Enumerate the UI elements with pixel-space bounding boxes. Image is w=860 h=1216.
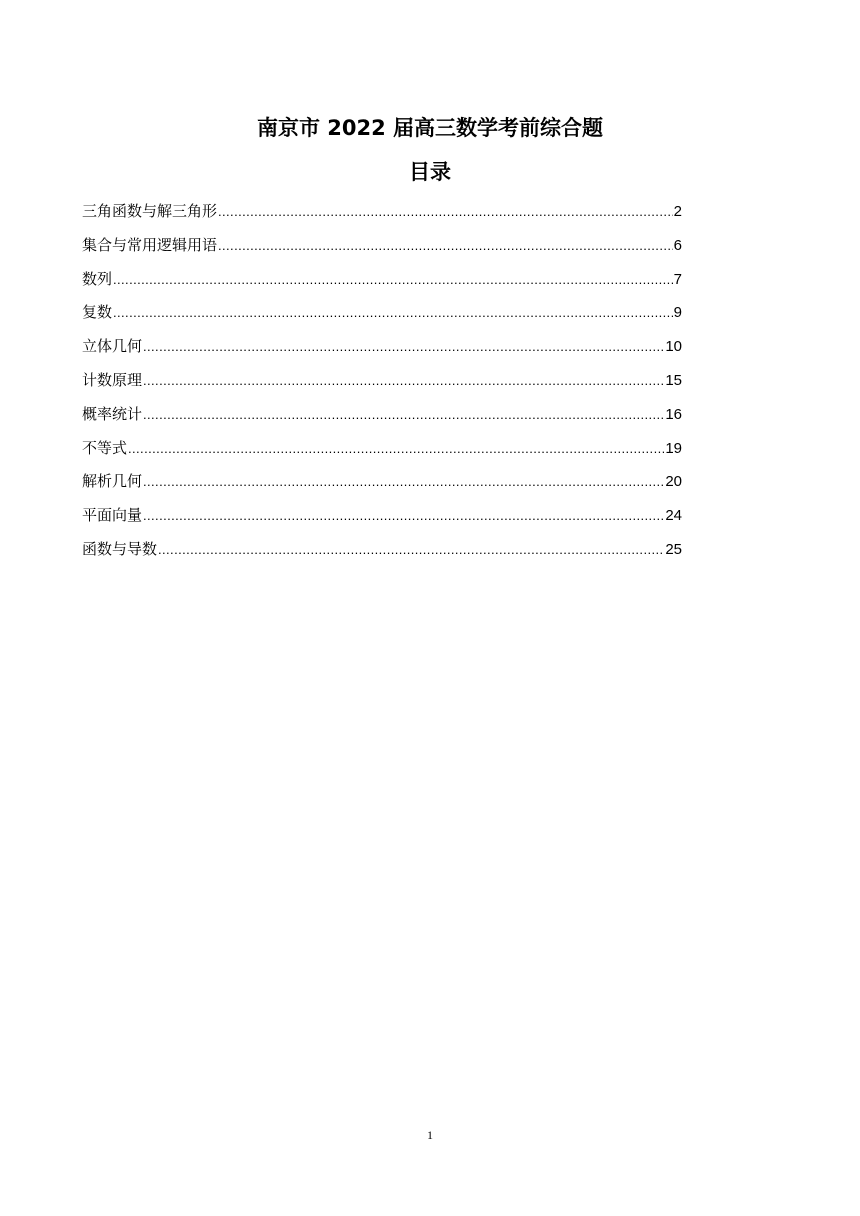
toc-entry-label: 概率统计 — [82, 404, 143, 423]
toc-entry-page: 25 — [665, 540, 682, 558]
toc-entry[interactable] — [82, 299, 682, 333]
toc-entry-page: 9 — [673, 304, 682, 322]
toc-entry-label: 立体几何 — [82, 337, 143, 356]
toc-entry-label: 三角函数与解三角形 — [82, 202, 218, 220]
toc-entry[interactable] — [82, 468, 682, 502]
toc-entry-page: 2 — [673, 203, 682, 220]
toc-dot-leader — [143, 401, 664, 428]
toc-dot-leader — [143, 502, 664, 529]
toc-entry[interactable] — [82, 502, 682, 536]
toc-dot-leader — [218, 198, 673, 225]
toc-entry-page: 15 — [665, 371, 682, 389]
toc-entry[interactable] — [82, 536, 682, 570]
toc-entry[interactable] — [82, 198, 682, 232]
toc-entry-page: 24 — [665, 507, 682, 525]
toc-entry-page: 7 — [673, 270, 682, 288]
toc-dot-leader — [143, 333, 664, 360]
table-of-contents — [82, 198, 682, 570]
toc-heading: 目录 — [409, 160, 451, 184]
toc-entry-label: 集合与常用逻辑用语 — [82, 235, 218, 254]
toc-entry[interactable] — [82, 401, 682, 435]
toc-dot-leader — [218, 232, 673, 259]
toc-entry-label: 平面向量 — [82, 506, 143, 525]
toc-entry-label: 计数原理 — [82, 370, 143, 389]
document-title: 南京市 2022 届高三数学考前综合题 — [256, 116, 604, 140]
toc-entry[interactable] — [82, 232, 682, 266]
toc-dot-leader — [143, 468, 664, 495]
toc-entry-label: 数列 — [82, 269, 113, 288]
toc-entry[interactable] — [82, 367, 682, 401]
toc-dot-leader — [158, 536, 664, 563]
toc-entry-page: 6 — [673, 236, 682, 254]
toc-entry-page: 20 — [665, 473, 682, 491]
toc-entry[interactable] — [82, 266, 682, 300]
toc-entry-page: 19 — [665, 439, 682, 457]
toc-dot-leader — [128, 435, 664, 462]
toc-entry[interactable] — [82, 435, 682, 469]
toc-entry-label: 复数 — [82, 303, 113, 322]
toc-entry-label: 不等式 — [82, 438, 128, 457]
toc-entry[interactable] — [82, 333, 682, 367]
toc-entry-label: 解析几何 — [82, 472, 143, 491]
toc-entry-label: 函数与导数 — [82, 539, 158, 558]
toc-dot-leader — [113, 266, 673, 293]
page-number: 1 — [427, 1128, 433, 1142]
toc-dot-leader — [143, 367, 664, 394]
toc-entry-page: 10 — [665, 338, 682, 356]
toc-entry-page: 16 — [665, 405, 682, 423]
toc-dot-leader — [113, 299, 673, 326]
